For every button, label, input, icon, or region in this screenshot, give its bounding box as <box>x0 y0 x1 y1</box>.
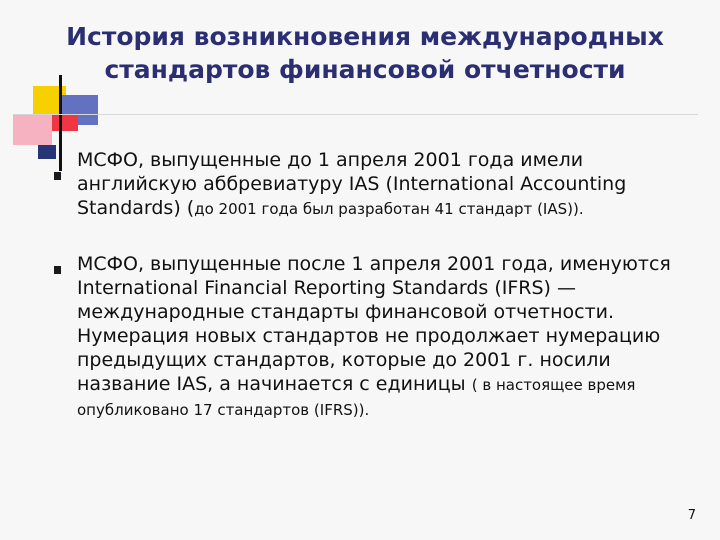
bullet-main-text: МСФО, выпущенные после 1 апреля 2001 года, именуются International Financial Reporting Standards (IFRS) — международные стандарты финансовой отчетности. Нумерация новых стандартов не продолжает нумерацию предыдущих стандартов, которые до 2001 г. носили название IAS, а начинается с единицы <box>77 253 671 395</box>
decorative-vertical-line <box>59 75 62 171</box>
bullet-main-text: МСФО, выпущенные до 1 апреля 2001 года имели английскую аббревиатуру IAS (International Accounting Standards) ( <box>77 149 627 219</box>
bullet-text <box>77 148 709 221</box>
bullet-note-text: до 2001 года был разработан 41 стандарт (IAS)). <box>194 200 584 218</box>
bullet-marker <box>54 266 61 274</box>
slide-title-line-2: стандартов финансовой отчетности <box>104 55 626 84</box>
bullet-marker <box>54 172 61 180</box>
slide-title <box>40 20 690 86</box>
bullet-text <box>77 252 709 422</box>
bullet-note-text: ( в настоящее время опубликовано 17 стандартов (IFRS)). <box>77 376 636 419</box>
slide-title-line-1: История возникновения международных <box>66 22 664 51</box>
decorative-square-navy <box>38 145 56 159</box>
decorative-square-pink <box>13 115 52 145</box>
slide-number: 7 <box>687 508 696 523</box>
decorative-square-red <box>52 114 78 131</box>
decorative-horizontal-line <box>13 114 698 115</box>
